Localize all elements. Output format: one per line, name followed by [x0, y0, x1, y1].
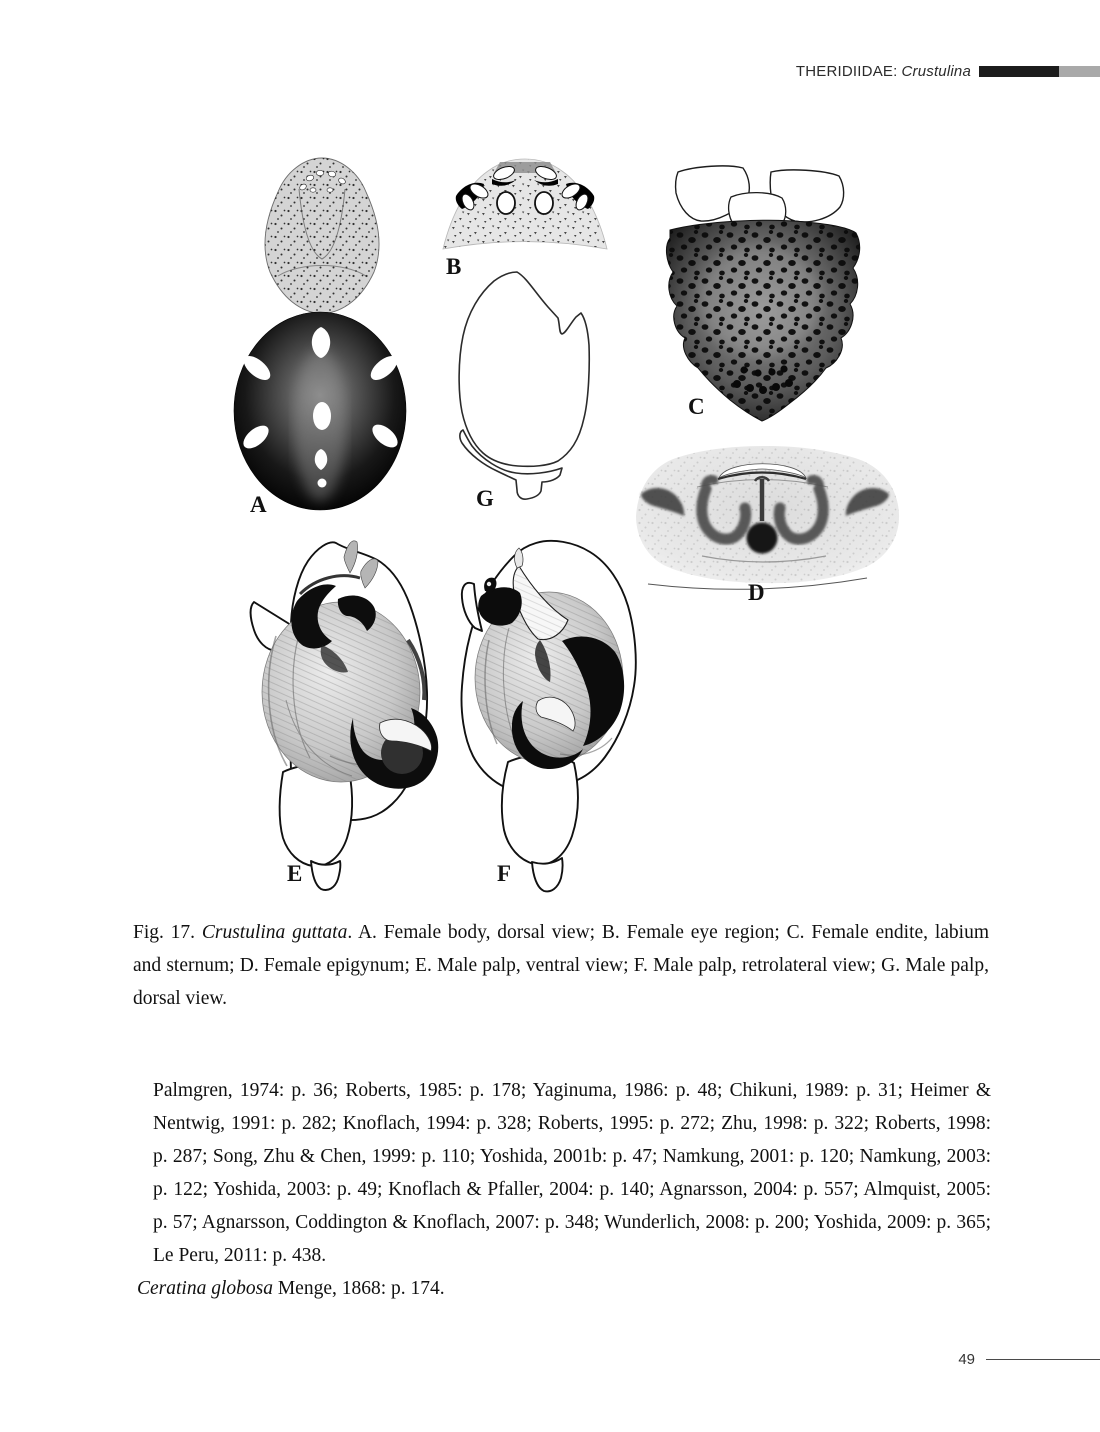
references-block [133, 1074, 991, 1305]
figure-label-e: E [287, 861, 303, 886]
synonym-entry [137, 1272, 991, 1305]
figure-g-palp-dorsal [459, 272, 589, 511]
footer-rule [986, 1359, 1100, 1360]
figure-d-epigynum [636, 446, 899, 605]
figure-b-eye-region [443, 159, 607, 279]
figure-label-g: G [476, 486, 494, 511]
caption-prefix: Fig. 17. [133, 922, 202, 943]
figure-label-a: A [250, 492, 267, 517]
synonymy-citations: Palmgren, 1974: p. 36; Roberts, 1985: p. 178; Yaginuma, 1986: p. 48; Chikuni, 1989: p. 31; Heimer & Nentwig, 1991: p. 282; Knoflach, 1994: p. 328; Roberts, 1995: p. 272; Zhu, 1998: p. 322; Roberts, 1998: p. 287; Song, Zhu & Chen, 1999: p. 110; Yoshida, 2001b: p. 47; Namkung, 2001: p. 120; Namkung, 2003: p. 122; Yoshida, 2003: p. 49; Knoflach & Pfaller, 2004: p. 140; Agnarsson, 2004: p. 557; Almquist, 2005: p. 57; Agnarsson, Coddington & Knoflach, 2007: p. 348; Wunderlich, 2008: p. 200; Yoshida, 2009: p. 365; Le Peru, 2011: p. 438. [153, 1080, 991, 1266]
running-head-family: THERIDIIDAE: [795, 62, 898, 80]
running-head-genus: Crustulina [901, 62, 971, 80]
synonym-species: Ceratina globosa [137, 1278, 273, 1299]
abdomen [234, 312, 406, 510]
figure-label-b: B [446, 254, 462, 279]
figure-f-palp-retrolateral [461, 541, 635, 892]
caption-species: Crustulina guttata [201, 922, 348, 943]
cymbium-outline [459, 272, 589, 466]
page-number: 49 [958, 1350, 975, 1368]
figure-label-c: C [688, 394, 705, 419]
synonym-citation: Menge, 1868: p. 174. [272, 1278, 445, 1299]
caption-body: . A. Female body, dorsal view; B. Female eye region; C. Female endite, labium and sternum; D. Female epigynum; E. Male palp, ventral view; F. Male palp, retrolateral view; G. Male palp, dorsal view. [133, 922, 989, 1009]
figure-e-palp-ventral [251, 541, 439, 890]
figure-a-female-body [234, 158, 406, 517]
carapace [265, 158, 379, 314]
page-footer [958, 1349, 1100, 1369]
figure-c-sternum [666, 166, 859, 421]
figure-label-f: F [497, 861, 512, 886]
figure-caption [133, 916, 989, 1015]
central-opening [747, 523, 778, 554]
figure-label-d: D [748, 580, 765, 605]
